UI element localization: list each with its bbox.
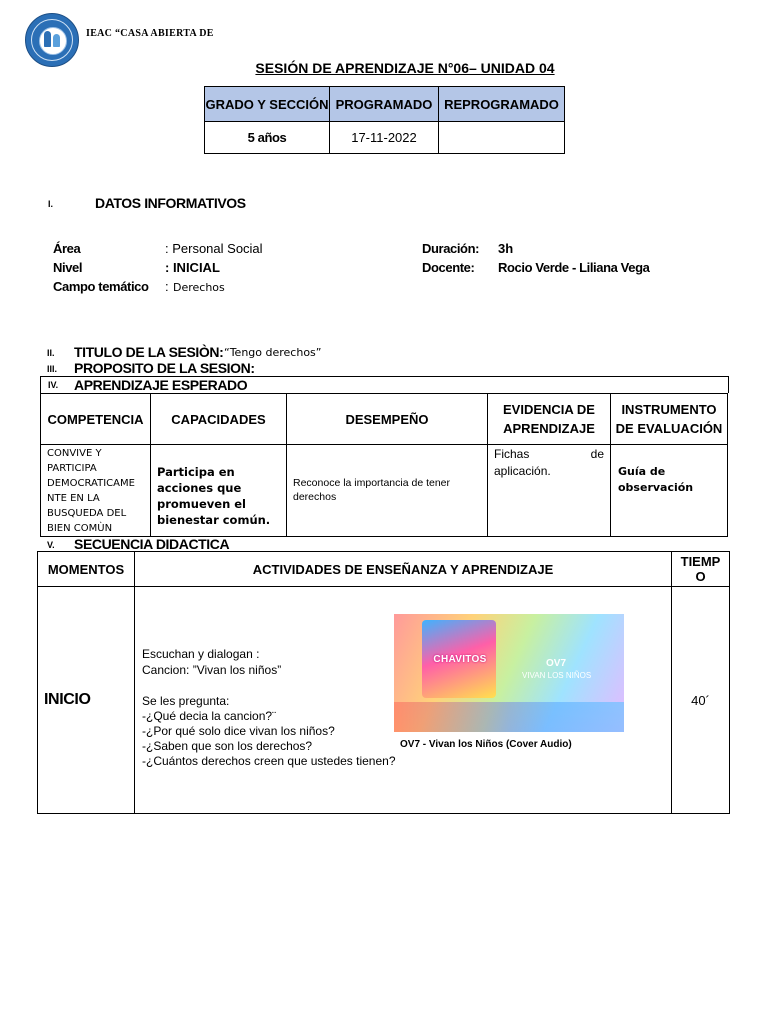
- campo-value: Derechos: [173, 281, 225, 294]
- header-reprogramado: REPROGRAMADO: [439, 87, 565, 122]
- section4-box: [40, 376, 729, 393]
- section4-label: APRENDIZAJE ESPERADO: [74, 377, 248, 393]
- header-desempeno: DESEMPEÑO: [287, 394, 488, 445]
- competencia-cell: [41, 445, 151, 537]
- campo-label: Campo temático: [53, 279, 149, 294]
- area-value: : Personal Social: [165, 241, 263, 256]
- nivel-label: Nivel: [53, 260, 83, 275]
- school-logo: [25, 13, 79, 67]
- capacidad-text: Participa en acciones que promueven el bienestar común.: [157, 465, 271, 527]
- header-capacidades: CAPACIDADES: [151, 394, 287, 445]
- competencia-line: NTE EN LA: [47, 493, 100, 504]
- header-instrumento-line2: DE EVALUACIÓN: [615, 421, 723, 436]
- header-tiempo-line2: O: [695, 569, 706, 584]
- video-thumbnail[interactable]: [394, 614, 624, 732]
- competencia-line: CONVIVE Y: [47, 448, 102, 459]
- session-title-value: “Tengo derechos”: [224, 346, 322, 359]
- competencia-line: DEMOCRATICAME: [47, 478, 135, 489]
- pregunta-item: -¿Cuántos derechos creen que ustedes tienen?: [142, 754, 396, 768]
- desempeno-cell: [287, 445, 488, 537]
- section5-label: SECUENCIA DIDACTICA: [74, 536, 230, 552]
- pregunta-item: -¿Saben que son los derechos?: [142, 739, 313, 753]
- intro-line-2: Cancion: ”Vivan los niños”: [142, 663, 282, 677]
- header-instrumento-line1: INSTRUMENTO: [621, 402, 717, 417]
- section1-number: I.: [48, 199, 54, 209]
- video-overlay-title: OV7: [546, 658, 567, 669]
- pregunta-item: -¿Por qué solo dice vivan los niños?: [142, 724, 335, 738]
- programado-value: 17-11-2022: [330, 122, 439, 154]
- pregunta-intro: Se les pregunta:: [142, 694, 230, 708]
- instrumento-cell: [611, 445, 728, 537]
- momento-inicio: INICIO: [38, 587, 135, 814]
- section3-number: III.: [47, 364, 58, 374]
- grado-value: 5 años: [205, 122, 330, 154]
- document-title: SESIÓN DE APRENDIZAJE N°06– UNIDAD 04: [255, 60, 555, 76]
- section4-number: IV.: [48, 380, 59, 390]
- header-competencia: COMPETENCIA: [41, 394, 151, 445]
- section1-label: DATOS INFORMATIVOS: [95, 195, 246, 211]
- competencia-line: BUSQUEDA DEL: [47, 508, 127, 519]
- header-evidencia-line2: APRENDIZAJE: [503, 421, 595, 436]
- duracion-value: 3h: [498, 241, 514, 256]
- header-instrumento: [611, 394, 728, 445]
- duracion-label: Duración:: [422, 241, 480, 256]
- header-momentos: MOMENTOS: [38, 552, 135, 587]
- evidencia-cell: [488, 445, 611, 537]
- pregunta-item: -¿Qué decia la cancion?¨: [142, 709, 277, 723]
- docente-value: Rocio Verde - Liliana Vega: [498, 260, 650, 275]
- section2-label: TITULO DE LA SESIÒN:: [74, 344, 224, 360]
- institution-name: IEAC “CASA ABIERTA DE: [86, 28, 214, 39]
- campo-colon: :: [165, 279, 169, 294]
- video-overlay-subtitle: VIVAN LOS NIÑOS: [522, 671, 592, 680]
- section2-number: II.: [47, 348, 55, 358]
- reprogramado-value: [439, 122, 565, 154]
- secuencia-table: [37, 551, 730, 814]
- competencia-line: BIEN COMÙN: [47, 523, 113, 534]
- header-programado: PROGRAMADO: [330, 87, 439, 122]
- desempeno-text: Reconoce la importancia de tener derechos: [293, 477, 451, 503]
- section3-label: PROPOSITO DE LA SESION:: [74, 360, 255, 376]
- docente-label: Docente:: [422, 260, 475, 275]
- header-tiempo-line1: TIEMP: [680, 554, 721, 569]
- header-actividades: ACTIVIDADES DE ENSEÑANZA Y APRENDIZAJE: [135, 552, 672, 587]
- section5-number: V.: [47, 540, 55, 550]
- intro-line-1: Escuchan y dialogan :: [142, 647, 260, 661]
- header-evidencia-line1: EVIDENCIA DE: [503, 402, 595, 417]
- aprendizaje-table: [40, 393, 728, 537]
- wave-graphic: [394, 702, 624, 732]
- header-tiempo: [672, 552, 730, 587]
- video-caption[interactable]: OV7 - Vivan los Niños (Cover Audio): [400, 739, 572, 750]
- instrumento-text: Guía de observación: [618, 465, 694, 494]
- area-label: Área: [53, 241, 81, 256]
- album-cover-text: CHAVITOS: [433, 654, 487, 665]
- capacidad-cell: [151, 445, 287, 537]
- evidencia-text: Fichas de aplicación.: [494, 447, 604, 478]
- header-grado: GRADO Y SECCIÓN: [205, 87, 330, 122]
- nivel-value: : INICIAL: [165, 260, 220, 275]
- schedule-table: [204, 86, 565, 154]
- competencia-line: PARTICIPA: [47, 463, 97, 474]
- header-evidencia: [488, 394, 611, 445]
- tiempo-value: 40´: [672, 587, 730, 814]
